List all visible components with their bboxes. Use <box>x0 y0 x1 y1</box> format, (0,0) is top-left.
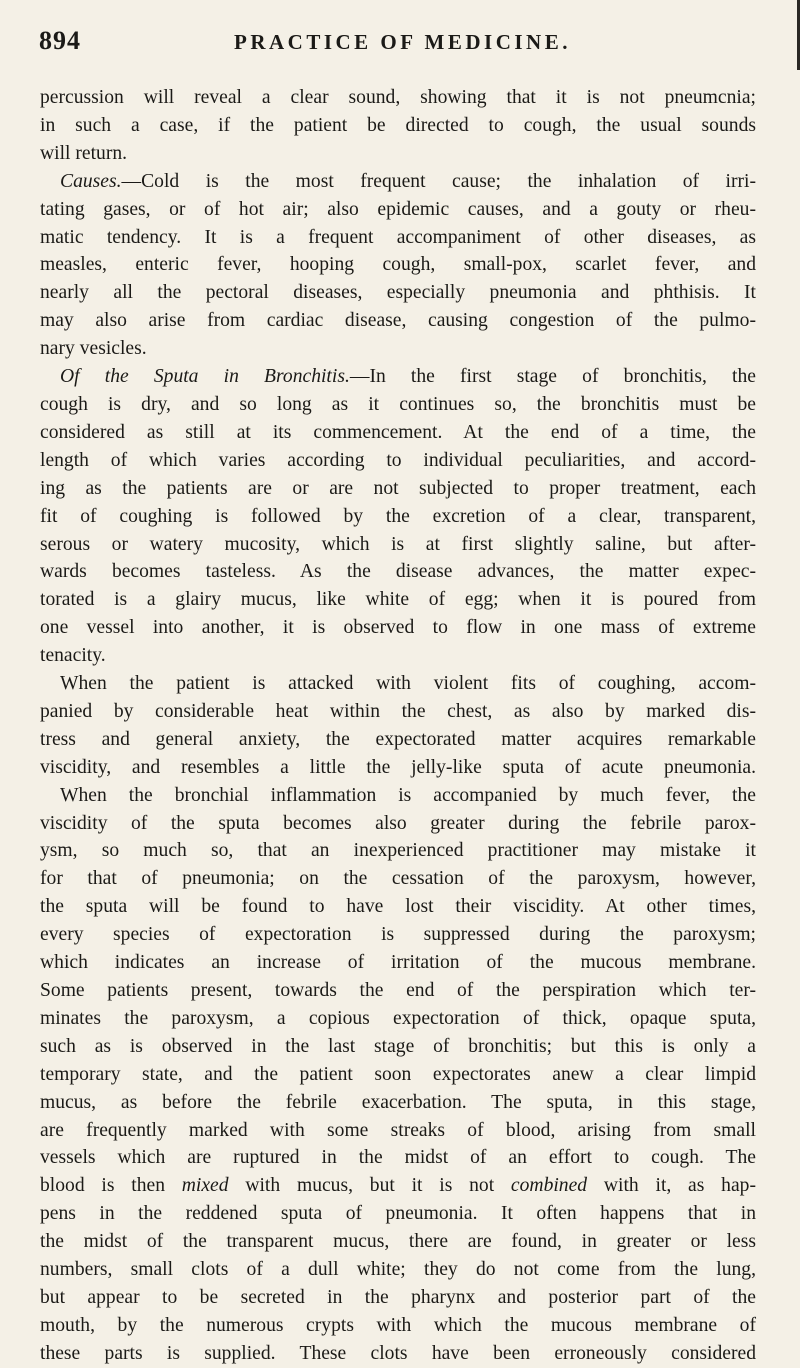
paragraph-paroxysm <box>40 670 756 1368</box>
text-line: such as is observed in the last stage of bronchitis; but this is only a <box>40 1035 756 1057</box>
text-line: one vessel into another, it is observed to flow in one mass of extreme <box>40 617 756 639</box>
text-line: fit of coughing is followed by the excretion of a clear, transparent, <box>40 505 756 527</box>
text-line: serous or watery mucosity, which is at first slightly saline, but after- <box>40 533 756 555</box>
paragraph <box>40 84 756 168</box>
text-line: nary vesicles. <box>40 338 147 360</box>
text-line: blood is then mixed with mucus, but it is not combined with it, as hap- <box>40 1175 756 1197</box>
text-line: viscidity, and resembles a little the jelly-like sputa of acute pneumonia. <box>40 756 756 778</box>
text-line: When the patient is attacked with violent fits of coughing, accom- <box>60 673 756 695</box>
text-line: When the bronchial inflammation is accompanied by much fever, the <box>60 784 756 806</box>
text-line: tating gases, or of hot air; also epidemic causes, and a gouty or rheu- <box>40 198 756 220</box>
text-line: torated is a glairy mucus, like white of egg; when it is poured from <box>40 589 756 611</box>
text-line: measles, enteric fever, hooping cough, small-pox, scarlet fever, and <box>40 254 756 276</box>
text-run: —In the first stage of bronchitis, the <box>349 366 756 388</box>
text-line: every species of expectoration is suppressed during the paroxysm; <box>40 924 756 946</box>
text-line: pens in the reddened sputa of pneumonia. It often happens that in <box>40 1203 756 1225</box>
text-line: but appear to be secreted in the pharynx and posterior part of the <box>40 1286 756 1308</box>
text-line: numbers, small clots of a dull white; they do not come from the lung, <box>40 1259 756 1281</box>
text-line: tress and general anxiety, the expectorated matter acquires remarkable <box>40 728 756 750</box>
text-line: minates the paroxysm, a copious expectoration of thick, opaque sputa, <box>40 1007 756 1029</box>
page-number: 894 <box>39 26 81 55</box>
text-line: may also arise from cardiac disease, causing congestion of the pulmo- <box>40 310 756 332</box>
text-line: the midst of the transparent mucus, there are found, in greater or less <box>40 1231 756 1253</box>
text-line: length of which varies according to individual peculiarities, and accord- <box>40 449 756 471</box>
text-line: viscidity of the sputa becomes also greater during the febrile parox- <box>40 812 756 834</box>
text-line: mouth, by the numerous crypts with which the mucous membrane of <box>40 1314 756 1336</box>
body-text <box>40 84 756 1368</box>
section-lead-causes: Causes. <box>60 170 122 192</box>
text-line: in such a case, if the patient be directed to cough, the usual sounds <box>40 114 756 136</box>
text-line <box>40 168 756 196</box>
text-line: cough is dry, and so long as it continues so, the bronchitis must be <box>40 393 756 415</box>
text-line: considered as still at its commencement. At the end of a time, the <box>40 421 756 443</box>
text-line: ing as the patients are or are not subjected to proper treatment, each <box>40 477 756 499</box>
text-line: vessels which are ruptured in the midst of an effort to cough. The <box>40 1147 756 1169</box>
emphasis-word: combined <box>510 1175 588 1197</box>
text-line: for that of pneumonia; on the cessation of the paroxysm, however, <box>40 868 756 890</box>
text-line: the sputa will be found to have lost their viscidity. At other times, <box>40 896 756 918</box>
text-run: —Cold is the most frequent cause; the inhalation of irri- <box>121 170 756 192</box>
running-title: PRACTICE OF MEDICINE. <box>234 30 571 54</box>
text-line <box>40 363 756 391</box>
text-line: Some patients present, towards the end of the perspiration which ter- <box>40 980 756 1001</box>
paragraph-causes <box>40 168 756 363</box>
emphasis-word: mixed <box>181 1175 229 1197</box>
text-line: nearly all the pectoral diseases, especially pneumonia and phthisis. It <box>40 282 756 304</box>
text-line: will return. <box>40 142 128 164</box>
paragraph-sputa <box>40 363 756 670</box>
section-lead-sputa: Of the Sputa in Bronchitis. <box>60 366 350 388</box>
text-line: percussion will reveal a clear sound, showing that it is not pneumcnia; <box>40 87 756 108</box>
running-head <box>39 26 760 84</box>
text-line: temporary state, and the patient soon expectorates anew a clear limpid <box>40 1063 756 1085</box>
text-line: these parts is supplied. These clots have been erroneously considered <box>40 1342 756 1364</box>
text-line: wards becomes tasteless. As the disease advances, the matter expec- <box>40 561 756 583</box>
text-line: matic tendency. It is a frequent accompaniment of other diseases, as <box>40 226 756 248</box>
text-line: tenacity. <box>40 645 106 667</box>
text-line: mucus, as before the febrile exacerbation. The sputa, in this stage, <box>40 1091 756 1113</box>
text-line: are frequently marked with some streaks of blood, arising from small <box>40 1119 756 1141</box>
text-line: panied by considerable heat within the chest, as also by marked dis- <box>40 700 756 722</box>
text-line: ysm, so much so, that an inexperienced practitioner may mistake it <box>40 840 756 862</box>
text-line: which indicates an increase of irritation of the mucous membrane. <box>40 952 756 974</box>
